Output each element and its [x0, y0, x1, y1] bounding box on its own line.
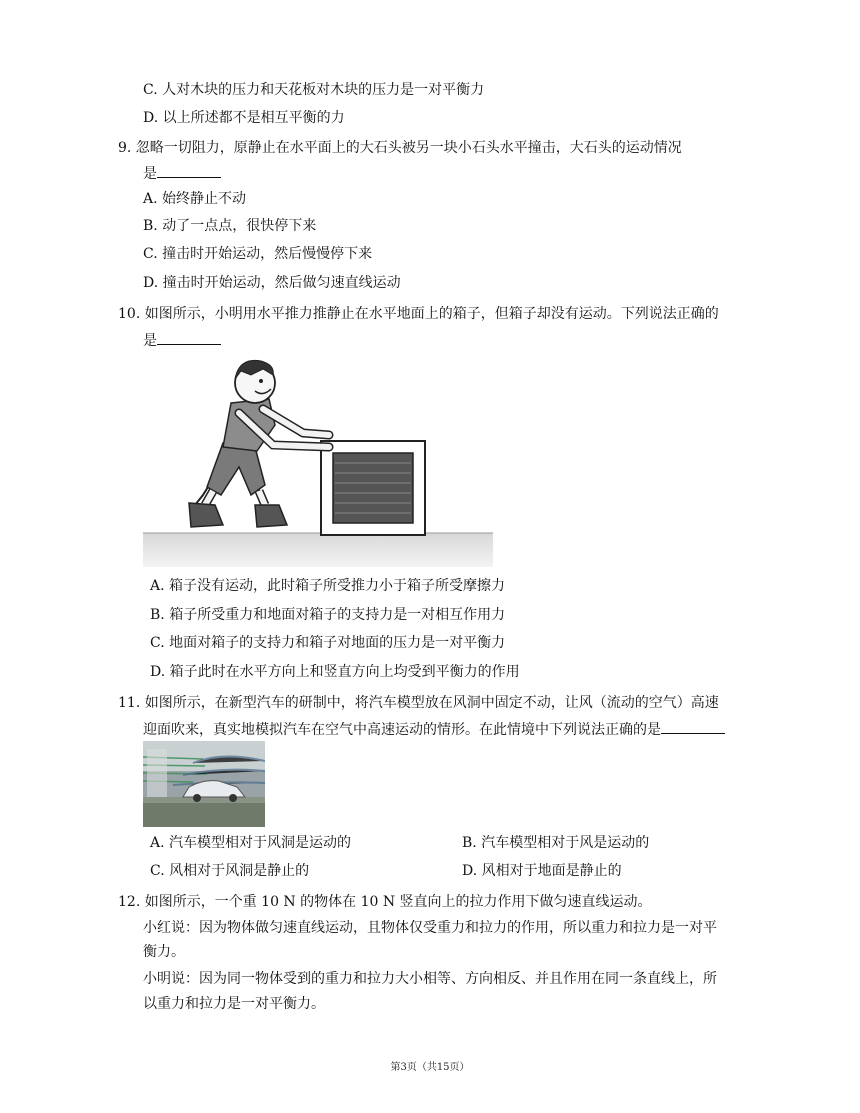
- q10-option-b: B. 箱子所受重力和地面对箱子的支持力是一对相互作用力: [150, 607, 506, 623]
- q12-xiaohong-line2: 衡力。: [143, 944, 185, 960]
- q10-stem-line1: 10. 如图所示，小明用水平推力推静止在水平地面上的箱子，但箱子却没有运动。下列说法正确的: [118, 306, 719, 322]
- answer-blank: [661, 719, 725, 734]
- q11-option-a: A. 汽车模型相对于风洞是运动的: [150, 835, 352, 851]
- q12-xiaoming-line2: 以重力和拉力是一对平衡力。: [143, 996, 325, 1012]
- page-footer: 第3页（共15页）: [390, 1062, 470, 1073]
- q10-stem-text: 是: [143, 333, 157, 349]
- q9-option-d: D. 撞击时开始运动，然后做匀速直线运动: [143, 275, 401, 291]
- q8-option-c: C. 人对木块的压力和天花板对木块的压力是一对平衡力: [143, 82, 485, 98]
- q10-stem-line2: [143, 330, 221, 350]
- q9-stem-text: 是: [143, 166, 157, 182]
- answer-blank: [157, 330, 221, 345]
- q11-option-c: C. 风相对于风洞是静止的: [150, 863, 310, 879]
- q12-xiaohong-line1: 小红说：因为物体做匀速直线运动，且物体仅受重力和拉力的作用，所以重力和拉力是一对平: [143, 920, 717, 936]
- q9-option-c: C. 撞击时开始运动，然后慢慢停下来: [143, 246, 373, 262]
- floor-shape: [143, 533, 493, 567]
- q11-stem-text: 迎面吹来，真实地模拟汽车在空气中高速运动的情形。在此情境中下列说法正确的是: [143, 722, 661, 738]
- q11-stem-line2: [143, 719, 725, 739]
- q10-option-c: C. 地面对箱子的支持力和箱子对地面的压力是一对平衡力: [150, 635, 506, 651]
- boy-pushing-box-figure: [143, 355, 493, 570]
- shoe-shape: [189, 503, 223, 527]
- q9-option-b: B. 动了一点点，很快停下来: [143, 218, 317, 234]
- q9-stem-line2: [143, 163, 221, 183]
- q11-option-d: D. 风相对于地面是静止的: [462, 863, 622, 879]
- q9-option-a: A. 始终静止不动: [143, 191, 247, 207]
- q8-option-d: D. 以上所述都不是相互平衡的力: [143, 110, 345, 126]
- shoe-shape: [255, 505, 287, 527]
- q10-option-a: A. 箱子没有运动，此时箱子所受推力小于箱子所受摩擦力: [150, 578, 506, 594]
- q12-xiaoming-line1: 小明说：因为同一物体受到的重力和拉力大小相等、方向相反、并且作用在同一条直线上，所: [143, 971, 717, 987]
- q11-option-b: B. 汽车模型相对于风是运动的: [462, 835, 650, 851]
- wind-tunnel-photo: [143, 741, 265, 827]
- answer-blank: [157, 163, 221, 178]
- q12-stem: 12. 如图所示，一个重 10 N 的物体在 10 N 竖直向上的拉力作用下做匀速直线运动。: [118, 894, 652, 910]
- q11-stem-line1: 11. 如图所示，在新型汽车的研制中，将汽车模型放在风洞中固定不动，让风（流动的空气）高速: [118, 695, 719, 711]
- q10-option-d: D. 箱子此时在水平方向上和竖直方向上均受到平衡力的作用: [150, 664, 520, 680]
- q9-stem-line1: 9. 忽略一切阻力，原静止在水平面上的大石头被另一块小石头水平撞击，大石头的运动情况: [118, 140, 682, 156]
